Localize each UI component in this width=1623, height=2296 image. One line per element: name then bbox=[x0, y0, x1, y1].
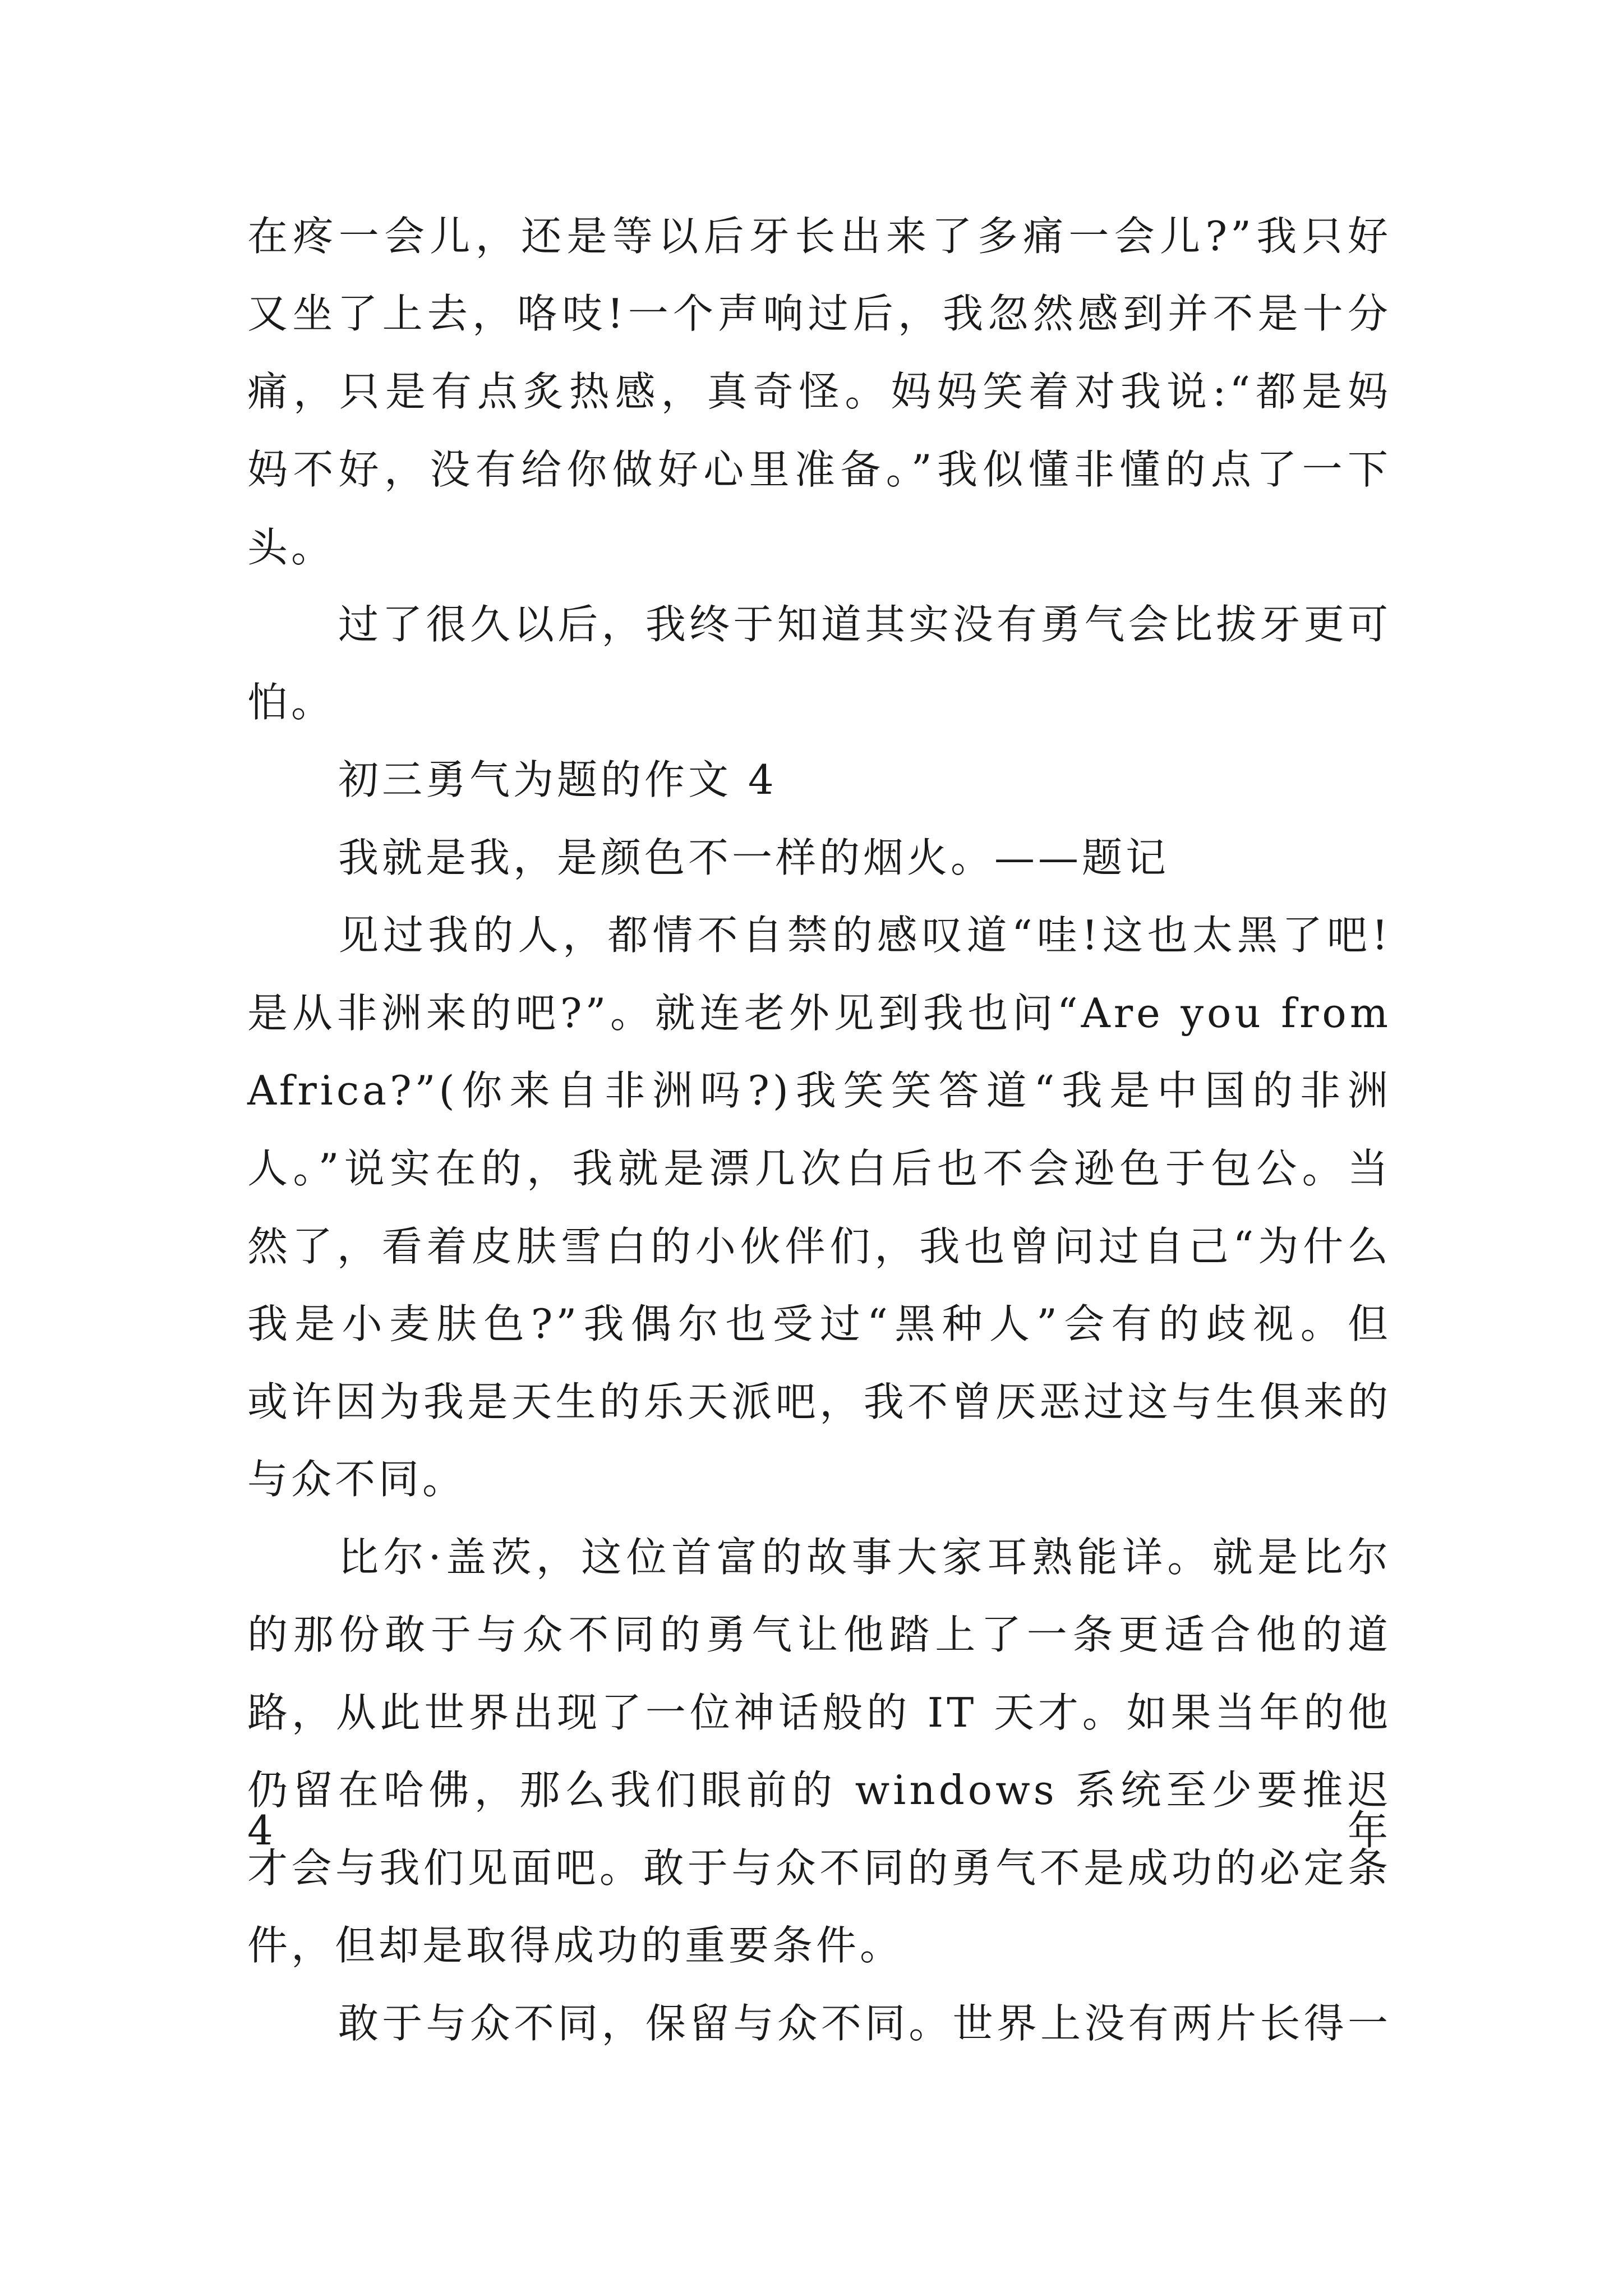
text-line: 是从非洲来的吧?”。就连老外见到我也问“Are you from bbox=[247, 990, 1391, 1037]
text-line: 或许因为我是天生的乐天派吧，我不曾厌恶过这与生俱来的 bbox=[247, 1378, 1391, 1425]
text-line: 怕。 bbox=[247, 679, 335, 726]
text-line: 敢于与众不同，保留与众不同。世界上没有两片长得一 bbox=[338, 2000, 1391, 2047]
text-line: 在疼一会儿，还是等以后牙长出来了多痛一会儿?”我只好 bbox=[247, 213, 1391, 260]
text-line: 我是小麦肤色?”我偶尔也受过“黑种人”会有的歧视。但 bbox=[247, 1300, 1391, 1347]
text-line: 比尔·盖茨，这位首富的故事大家耳熟能详。就是比尔 bbox=[338, 1534, 1391, 1581]
text-line: 见过我的人，都情不自禁的感叹道“哇!这也太黑了吧! bbox=[338, 912, 1391, 959]
text-line: 件，但却是取得成功的重要条件。 bbox=[247, 1922, 904, 1969]
text-line: 又坐了上去，咯吱!一个声响过后，我忽然感到并不是十分 bbox=[247, 290, 1391, 337]
text-line: 才会与我们见面吧。敢于与众不同的勇气不是成功的必定条 bbox=[247, 1844, 1391, 1892]
text-line: 与众不同。 bbox=[247, 1456, 467, 1503]
text-line: 的那份敢于与众不同的勇气让他踏上了一条更适合他的道 bbox=[247, 1611, 1391, 1658]
text-line: 头。 bbox=[247, 524, 335, 571]
text-line: 痛，只是有点炙热感，真奇怪。妈妈笑着对我说:“都是妈 bbox=[247, 368, 1391, 415]
epigraph: 我就是我，是颜色不一样的烟火。——题记 bbox=[338, 834, 1170, 881]
text-line: 过了很久以后，我终于知道其实没有勇气会比拔牙更可 bbox=[338, 601, 1391, 648]
text-line: 人。”说实在的，我就是漂几次白后也不会逊色于包公。当 bbox=[247, 1145, 1391, 1192]
essay-heading: 初三勇气为题的作文 4 bbox=[338, 756, 777, 803]
text-line: 然了，看着皮肤雪白的小伙伴们，我也曾问过自己“为什么 bbox=[247, 1223, 1391, 1270]
text-line: 仍留在哈佛，那么我们眼前的 windows 系统至少要推迟 4 年 bbox=[247, 1766, 1391, 1854]
text-line: 妈不好，没有给你做好心里准备。”我似懂非懂的点了一下 bbox=[247, 446, 1391, 493]
text-line: 路，从此世界出现了一位神话般的 IT 天才。如果当年的他 bbox=[247, 1689, 1391, 1736]
text-line: Africa?”(你来自非洲吗?)我笑笑答道“我是中国的非洲 bbox=[247, 1067, 1391, 1114]
